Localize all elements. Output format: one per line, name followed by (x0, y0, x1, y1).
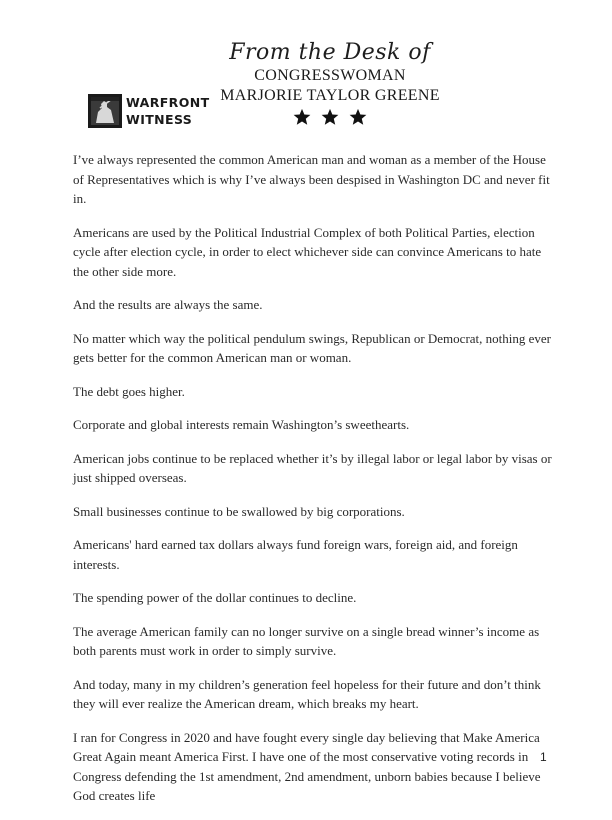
letter-body (73, 150, 553, 820)
paragraph: The debt goes higher. (73, 383, 185, 399)
from-desk-heading: From the Desk of (229, 40, 431, 65)
stars-row (200, 108, 460, 126)
paragraph: Americans are used by the Political Industrial Complex of both Political Parties, election cycle after election cycle, in order to elect whichever side can convince Americans to hate the other side more. (73, 224, 542, 279)
page-number: 1 (540, 750, 547, 764)
paragraph: I’ve always represented the common American man and woman as a member of the House of Representatives which is why I’ve always been despised in Washington DC and never fit in. (73, 152, 550, 206)
soldier-emblem-icon (88, 94, 122, 128)
logo-line-2: WITNESS (126, 112, 193, 127)
paragraph: Small businesses continue to be swallowed by big corporations. (73, 503, 405, 519)
paragraph: The spending power of the dollar continues to decline. (73, 590, 357, 605)
star-icon (349, 108, 367, 126)
paragraph: Americans' hard earned tax dollars always fund foreign wars, foreign aid, and foreign interests. (73, 537, 518, 572)
paragraph: And today, many in my children’s generation feel hopeless for their future and don’t think they will ever realize the American dream, which breaks my heart. (73, 676, 541, 711)
paragraph: I ran for Congress in 2020 and have fought every single day believing that Make America Great Again meant America First. I have one of the most conservative voting records in Congress defending the 1st amendment, 2nd amendment, unborn babies because I believe God creates life (73, 729, 541, 803)
paragraph: The average American family can no longer survive on a single bread winner’s income as both parents must work in order to simply survive. (73, 623, 540, 658)
paragraph: Corporate and global interests remain Washington’s sweethearts. (73, 417, 410, 432)
paragraph: No matter which way the political pendulum swings, Republican or Democrat, nothing ever gets better for the common American man or woman. (73, 330, 551, 365)
star-icon (293, 108, 311, 126)
paragraph: American jobs continue to be replaced whether it’s by illegal labor or legal labor by visas or just shipped overseas. (73, 450, 552, 485)
logo-wordmark (126, 94, 210, 128)
logo-line-1: WARFRONT (126, 95, 210, 110)
star-icon (321, 108, 339, 126)
letterhead (200, 40, 460, 126)
paragraph: And the results are always the same. (73, 297, 263, 312)
warfront-witness-logo (88, 92, 210, 132)
letterhead-title: CONGRESSWOMAN (254, 67, 406, 84)
letterhead-name: MARJORIE TAYLOR GREENE (220, 87, 440, 104)
